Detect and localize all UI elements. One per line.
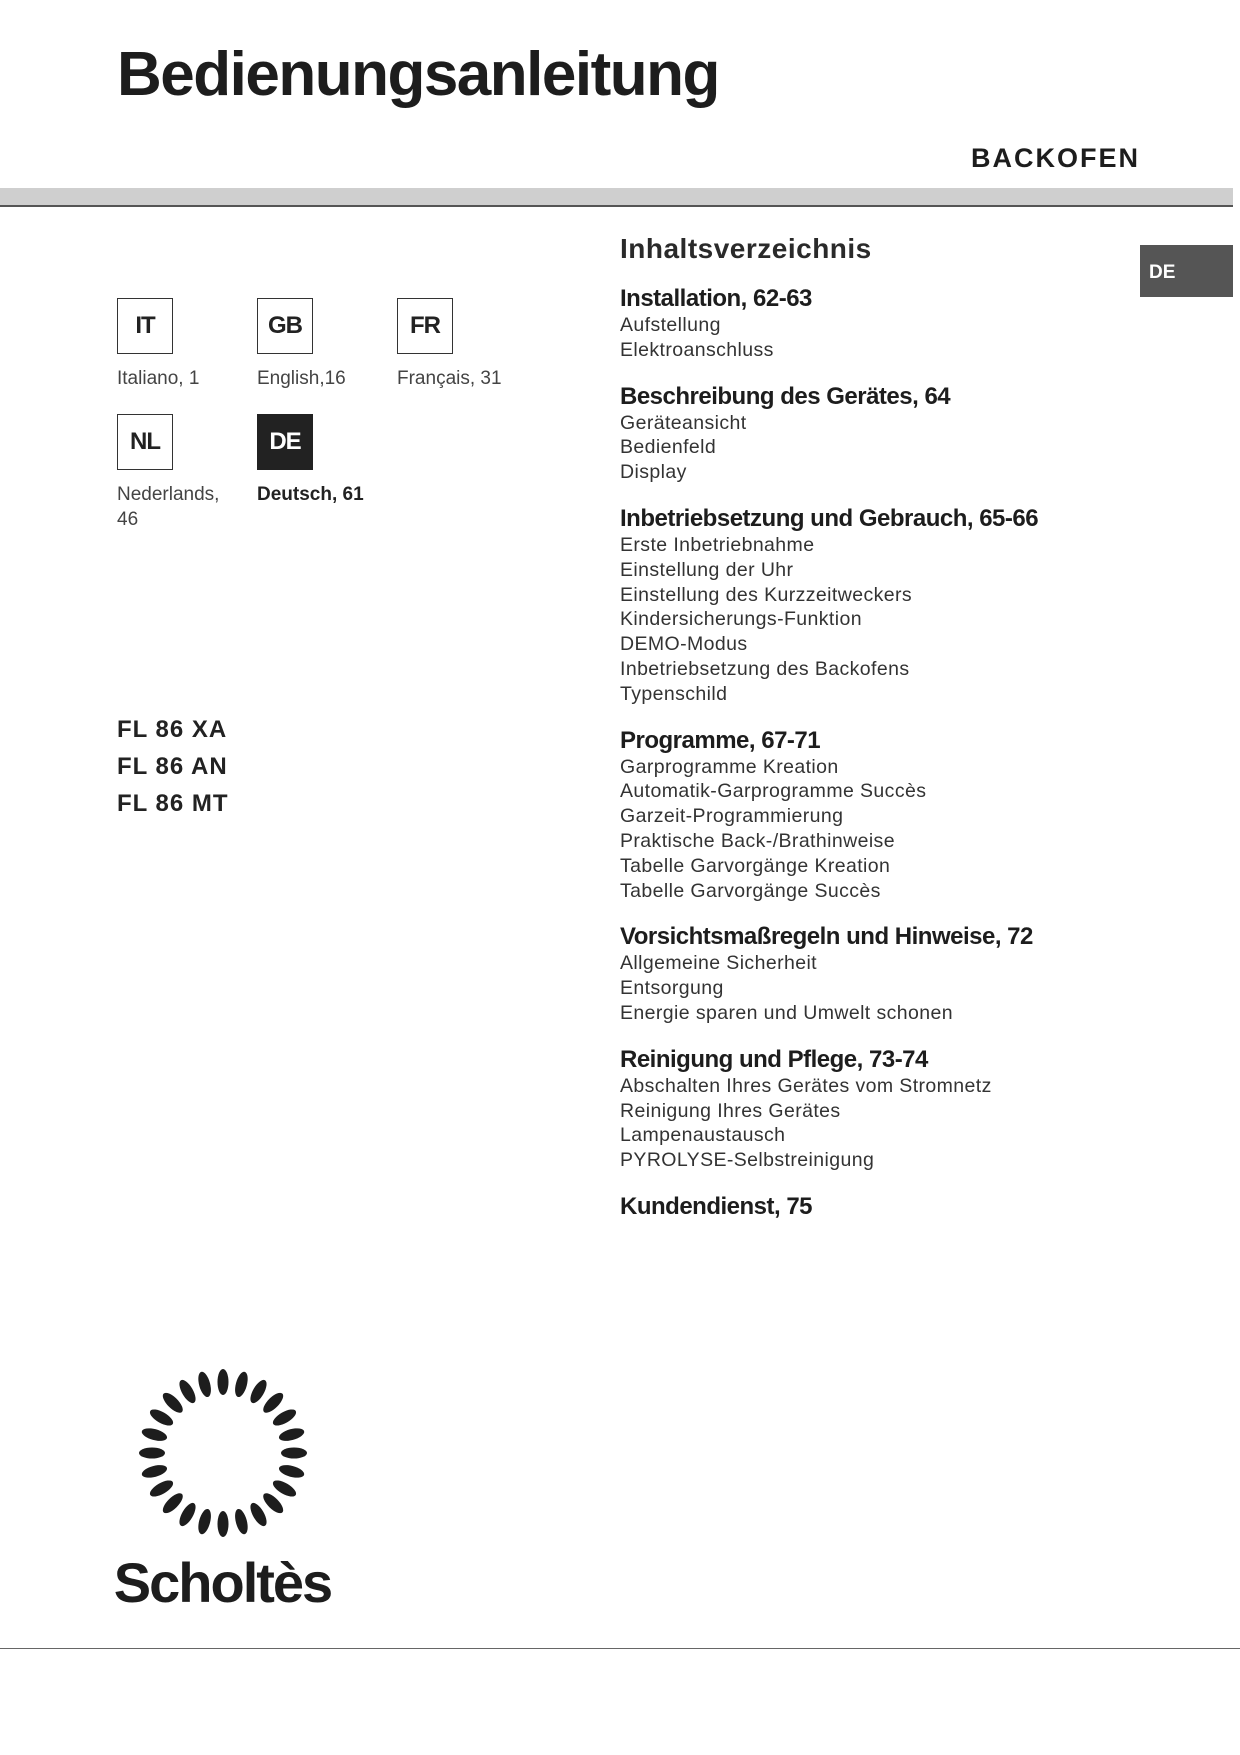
toc-heading: Programme, 67-71 bbox=[620, 726, 821, 754]
toc-item: Einstellung des Kurzzeitweckers bbox=[620, 583, 913, 606]
toc-item: Allgemeine Sicherheit bbox=[620, 952, 818, 975]
sun-ray bbox=[218, 1511, 229, 1537]
sun-ray bbox=[270, 1477, 298, 1500]
toc-heading: Beschreibung des Gerätes, 64 bbox=[620, 382, 951, 410]
brand-logo bbox=[100, 1360, 345, 1620]
toc-item: Automatik-Garprogramme Succès bbox=[620, 780, 927, 803]
sun-ray bbox=[278, 1426, 306, 1443]
sun-ray bbox=[278, 1463, 306, 1480]
toc-heading: Kundendienst, 75 bbox=[620, 1192, 813, 1220]
sun-ray bbox=[196, 1508, 213, 1536]
toc-item: Einstellung der Uhr bbox=[620, 558, 794, 581]
sun-ray bbox=[139, 1448, 165, 1459]
toc-title: Inhaltsverzeichnis bbox=[620, 233, 872, 264]
lang-box-de: DE bbox=[257, 414, 313, 470]
toc-item: Praktische Back-/Brathinweise bbox=[620, 829, 895, 852]
toc-item: Garzeit-Programmierung bbox=[620, 805, 844, 828]
toc-item: Geräteansicht bbox=[620, 411, 747, 434]
sun-ray bbox=[247, 1378, 270, 1406]
toc-heading: Vorsichtsmaßregeln und Hinweise, 72 bbox=[620, 923, 1033, 951]
lang-label-de: Deutsch, 61 bbox=[257, 484, 364, 505]
toc-item: Typenschild bbox=[620, 682, 728, 705]
toc-section-precautions bbox=[620, 923, 1120, 1025]
sun-ray bbox=[247, 1500, 270, 1528]
toc-item: Energie sparen und Umwelt schonen bbox=[620, 1001, 953, 1024]
footer-divider bbox=[0, 1648, 1240, 1649]
toc-section-description bbox=[620, 383, 1120, 485]
toc-item: Tabelle Garvorgänge Succès bbox=[620, 879, 881, 902]
sun-ray bbox=[233, 1370, 250, 1398]
sun-ray bbox=[260, 1490, 286, 1516]
toc-item: Abschalten Ihres Gerätes vom Stromnetz bbox=[620, 1074, 992, 1097]
toc-item: Entsorgung bbox=[620, 977, 724, 1000]
toc-item: Inbetriebsetzung des Backofens bbox=[620, 657, 910, 680]
lang-label-nl: Nederlands, 46 bbox=[117, 484, 220, 530]
brand-name: Scholtès bbox=[113, 1551, 332, 1614]
header-band bbox=[0, 188, 1233, 205]
sun-ray bbox=[196, 1370, 213, 1398]
lang-box-gb: GB bbox=[257, 298, 313, 354]
sun-ray bbox=[148, 1477, 176, 1500]
sun-ray bbox=[218, 1369, 229, 1395]
sun-ray bbox=[148, 1406, 176, 1429]
lang-box-fr: FR bbox=[397, 298, 453, 354]
sun-ray bbox=[140, 1426, 168, 1443]
toc-heading: Inbetriebsetzung und Gebrauch, 65-66 bbox=[620, 504, 1039, 532]
toc-section-programs bbox=[620, 727, 1120, 904]
toc-item: Erste Inbetriebnahme bbox=[620, 533, 815, 556]
model-number: FL 86 MT bbox=[117, 790, 229, 817]
toc-item: Kindersicherungs-Funktion bbox=[620, 608, 862, 631]
toc-item: Elektroanschluss bbox=[620, 338, 774, 361]
toc-section-cleaning bbox=[620, 1046, 1120, 1173]
sun-ray bbox=[270, 1406, 298, 1429]
model-number: FL 86 XA bbox=[117, 716, 228, 743]
lang-box-nl: NL bbox=[117, 414, 173, 470]
toc-heading: Installation, 62-63 bbox=[620, 285, 812, 312]
product-category: BACKOFEN bbox=[971, 143, 1140, 173]
sun-ray bbox=[176, 1500, 199, 1528]
sun-burst-icon bbox=[100, 1360, 345, 1560]
page-title: Bedienungsanleitung bbox=[117, 40, 719, 109]
sun-ray bbox=[233, 1508, 250, 1536]
toc-section-installation bbox=[620, 285, 1120, 363]
toc-heading: Reinigung und Pflege, 73-74 bbox=[620, 1045, 928, 1073]
language-tab: DE bbox=[1140, 245, 1233, 297]
toc-item: Aufstellung bbox=[620, 314, 721, 336]
toc-item: PYROLYSE-Selbstreinigung bbox=[620, 1149, 875, 1172]
lang-label-fr: Français, 31 bbox=[397, 368, 502, 389]
toc-item: Tabelle Garvorgänge Kreation bbox=[620, 854, 891, 877]
sun-ray bbox=[176, 1378, 199, 1406]
toc-section-operation bbox=[620, 505, 1120, 707]
sun-ray bbox=[281, 1448, 307, 1459]
sun-ray bbox=[140, 1463, 168, 1480]
toc-item: Reinigung Ihres Gerätes bbox=[620, 1099, 841, 1122]
sun-ray bbox=[260, 1390, 286, 1416]
header-divider bbox=[0, 205, 1233, 207]
toc-item: Garprogramme Kreation bbox=[620, 755, 839, 778]
toc-item: Bedienfeld bbox=[620, 436, 717, 459]
table-of-contents bbox=[620, 233, 1120, 1241]
sun-ray bbox=[160, 1390, 186, 1416]
lang-box-it: IT bbox=[117, 298, 173, 354]
lang-label-gb: English,16 bbox=[257, 368, 346, 389]
lang-label-it: Italiano, 1 bbox=[117, 368, 200, 389]
toc-item: Display bbox=[620, 461, 687, 484]
toc-item: DEMO-Modus bbox=[620, 633, 748, 656]
toc-section-service bbox=[620, 1193, 1120, 1221]
sun-ray bbox=[160, 1490, 186, 1516]
model-number: FL 86 AN bbox=[117, 753, 228, 780]
toc-item: Lampenaustausch bbox=[620, 1124, 786, 1147]
